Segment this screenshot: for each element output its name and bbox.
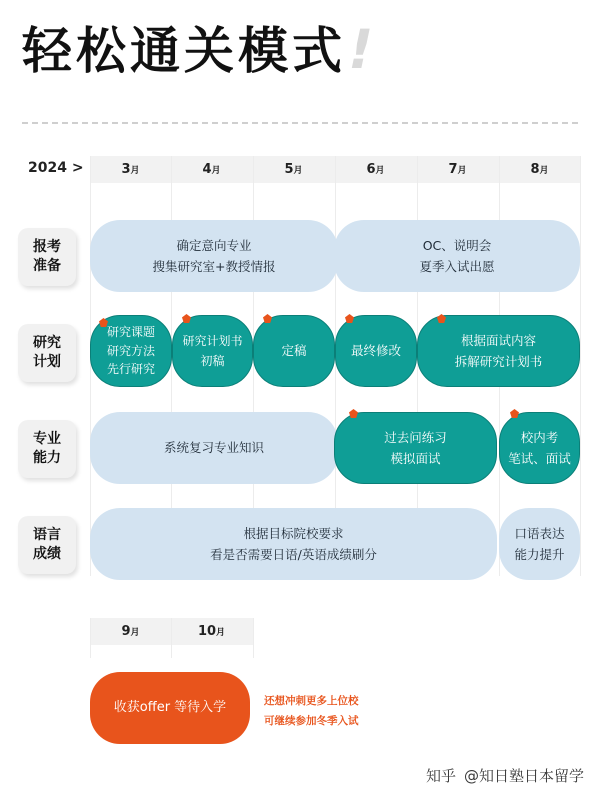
- watermark: [426, 765, 584, 786]
- month-3: 3月: [121, 162, 140, 177]
- month-6: 6月: [366, 162, 385, 177]
- watermark-author: @知日塾日本留学: [463, 767, 584, 785]
- major-task-school-exam: 校内考 笔试、面试: [499, 412, 580, 484]
- year-label: 2024 >: [28, 160, 84, 176]
- major-task-past-exams: 过去问练习 模拟面试: [334, 412, 497, 484]
- winter-exam-note: 还想冲刺更多上位校 可继续参加冬季入试: [264, 695, 359, 727]
- research-task-topic: 研究课题 研究方法 先行研究: [90, 315, 172, 387]
- grid-line: [580, 156, 581, 576]
- divider: [22, 122, 578, 124]
- row-label-language: 语言 成绩: [18, 516, 76, 574]
- exclamation-icon: !: [341, 18, 384, 81]
- language-task-speaking: 口语表达 能力提升: [499, 508, 580, 580]
- research-task-finalize: 定稿: [253, 315, 335, 387]
- month-10: 10月: [197, 624, 226, 639]
- month-5: 5月: [284, 162, 303, 177]
- prep-task-major-research: 确定意向专业 搜集研究室+教授情报: [90, 220, 338, 292]
- row-label-major: 专业 能力: [18, 420, 76, 478]
- row-label-prep: 报考 准备: [18, 228, 76, 286]
- prep-task-application: OC、说明会 夏季入试出愿: [334, 220, 580, 292]
- month-4: 4月: [202, 162, 221, 177]
- row-label-research: 研究 计划: [18, 324, 76, 382]
- zhihu-logo: 知乎: [425, 767, 456, 785]
- grid-line: [90, 618, 91, 658]
- major-task-review: 系统复习专业知识: [90, 412, 338, 484]
- month-7: 7月: [448, 162, 467, 177]
- offer-pill: 收获offer 等待入学: [90, 672, 250, 744]
- research-task-draft: 研究计划书 初稿: [172, 315, 253, 387]
- research-task-interview-breakdown: 根据面试内容 拆解研究计划书: [417, 315, 580, 387]
- research-task-final-edit: 最终修改: [335, 315, 417, 387]
- grid-line: [171, 618, 172, 658]
- page-title: [22, 18, 384, 83]
- grid-line: [253, 618, 254, 658]
- month-8: 8月: [530, 162, 549, 177]
- title-text: 轻松通关模式: [22, 22, 346, 80]
- language-task-scores: 根据目标院校要求 看是否需要日语/英语成绩刷分: [90, 508, 497, 580]
- month-9: 9月: [121, 624, 140, 639]
